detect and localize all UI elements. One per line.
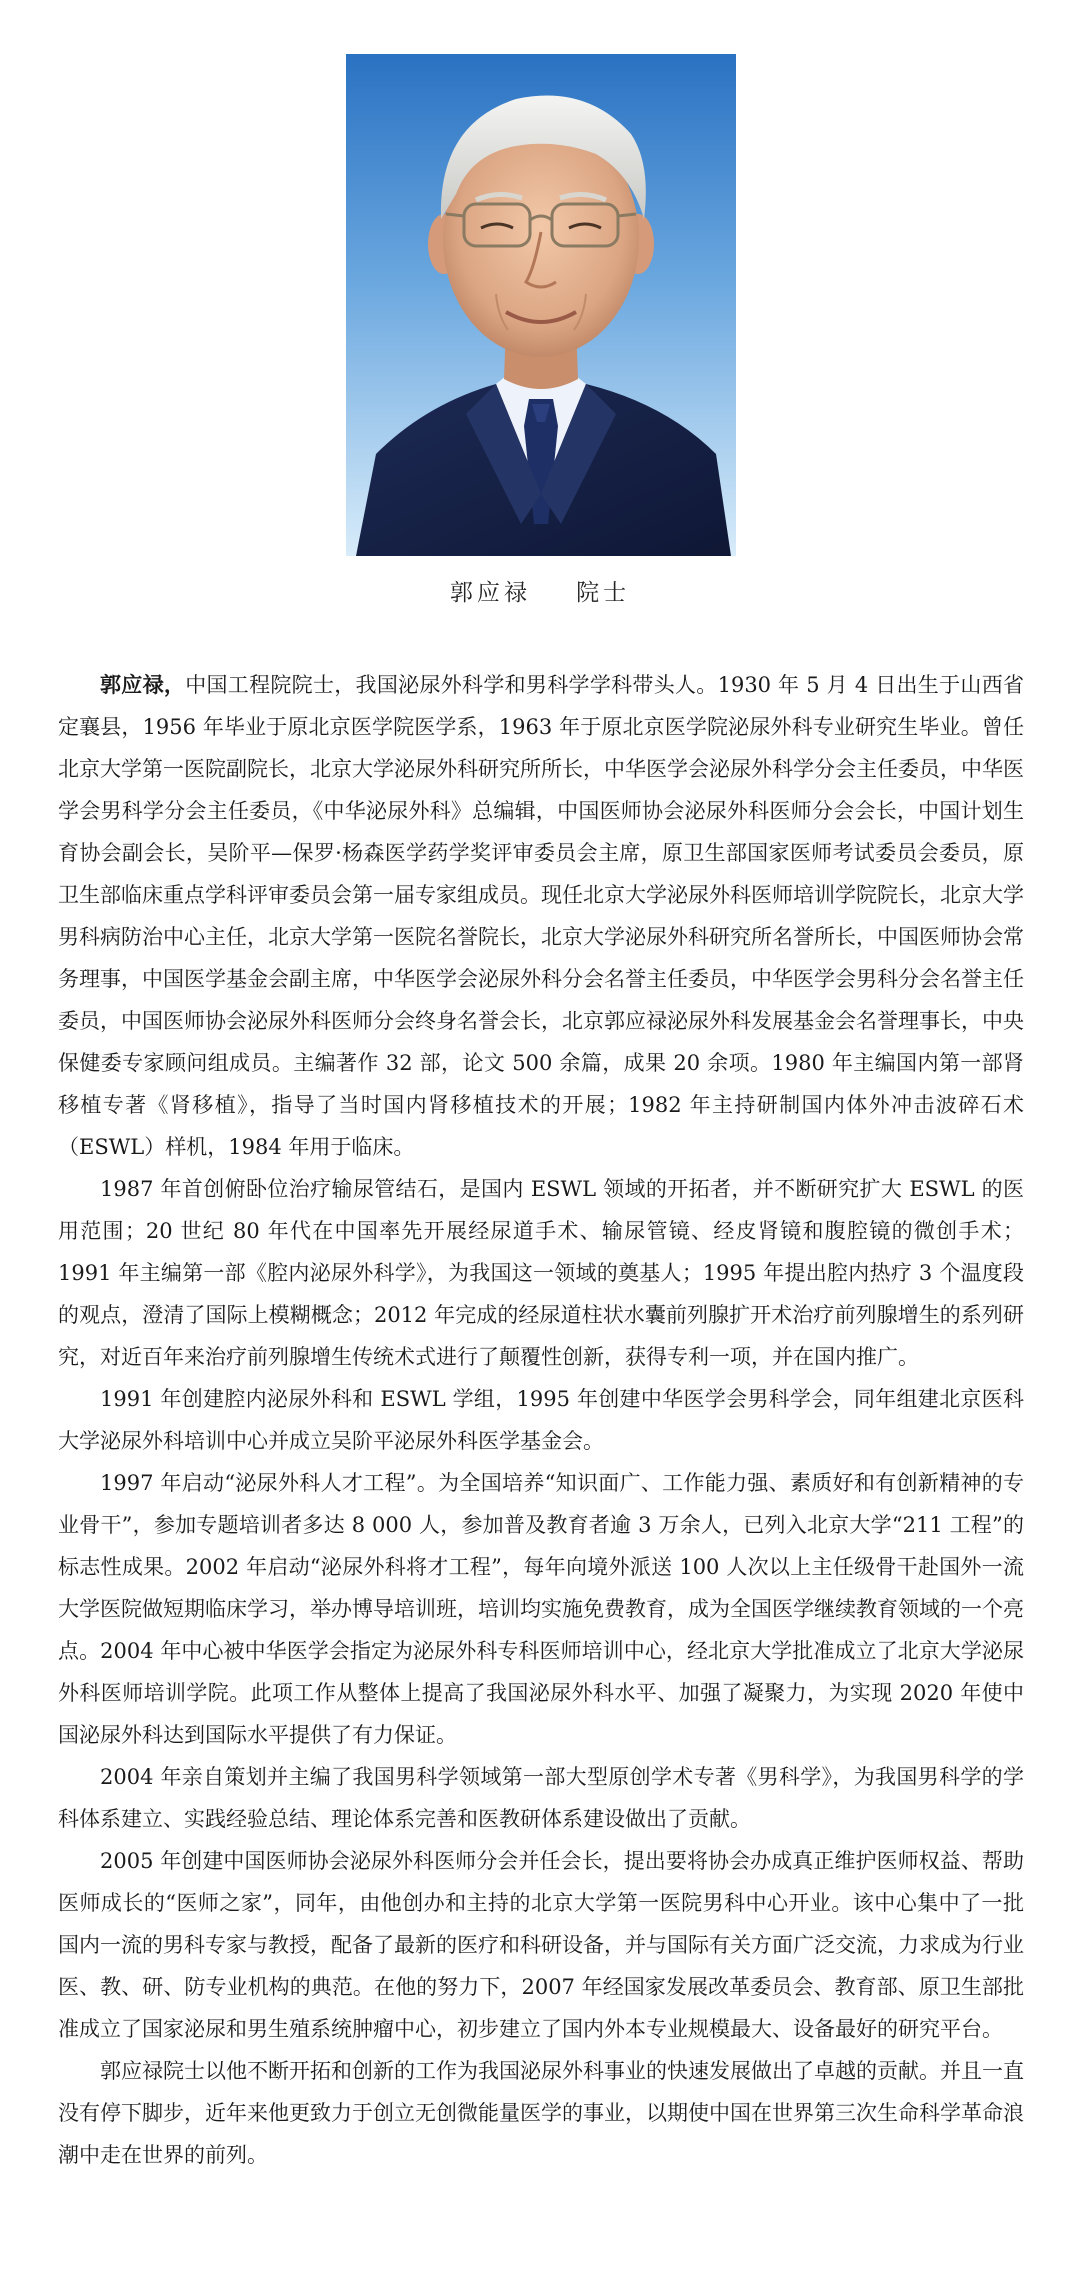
- paragraph-text: 1991 年创建腔内泌尿外科和 ESWL 学组，1995 年创建中华医学会男科学会，同年组建北京医科大学泌尿外科培训中心并成立吴阶平泌尿外科医学基金会。: [58, 1387, 1024, 1453]
- biography-text: [58, 664, 1024, 2176]
- paragraph: [58, 1168, 1024, 1378]
- paragraph: [58, 1378, 1024, 1462]
- paragraph-lead-name: 郭应禄，: [100, 672, 186, 697]
- paragraph-text: 1987 年首创俯卧位治疗输尿管结石，是国内 ESWL 领域的开拓者，并不断研究扩大 ESWL 的医用范围；20 世纪 80 年代在中国率先开展经尿道手术、输尿管镜、经皮肾镜和腹腔镜的微创手术；1991 年主编第一部《腔内泌尿外科学》，为我国这一领域的奠基人；1995 年提出腔内热疗 3 个温度段的观点，澄清了国际上模糊概念；2012 年完成的经尿道柱状水囊前列腺扩开术治疗前列腺增生的系列研究，对近百年来治疗前列腺增生传统术式进行了颠覆性创新，获得专利一项，并在国内推广。: [58, 1177, 1024, 1369]
- paragraph-text: 郭应禄院士以他不断开拓和创新的工作为我国泌尿外科事业的快速发展做出了卓越的贡献。并且一直没有停下脚步，近年来他更致力于创立无创微能量医学的事业，以期使中国在世界第三次生命科学革命浪潮中走在世界的前列。: [58, 2059, 1024, 2167]
- paragraph: [58, 1840, 1024, 2050]
- paragraph-text: 2005 年创建中国医师协会泌尿外科医师分会并任会长，提出要将协会办成真正维护医师权益、帮助医师成长的“医师之家”，同年，由他创办和主持的北京大学第一医院男科中心开业。该中心集中了一批国内一流的男科专家与教授，配备了最新的医疗和科研设备，并与国际有关方面广泛交流，力求成为行业医、教、研、防专业机构的典范。在他的努力下，2007 年经国家发展改革委员会、教育部、原卫生部批准成立了国家泌尿和男生殖系统肿瘤中心，初步建立了国内外本专业规模最大、设备最好的研究平台。: [58, 1849, 1024, 2041]
- caption-name: 郭应禄: [449, 580, 531, 606]
- paragraph-text: 中国工程院院士，我国泌尿外科学和男科学学科带头人。1930 年 5 月 4 日出生于山西省定襄县，1956 年毕业于原北京医学院医学系，1963 年于原北京医学院泌尿外科专业研究生毕业。曾任北京大学第一医院副院长，北京大学泌尿外科研究所所长，中华医学会泌尿外科学分会主任委员，中华医学会男科学分会主任委员，《中华泌尿外科》总编辑，中国医师协会泌尿外科医师分会会长，中国计划生育协会副会长，吴阶平—保罗·杨森医学药学奖评审委员会主席，原卫生部国家医师考试委员会委员，原卫生部临床重点学科评审委员会第一届专家组成员。现任北京大学泌尿外科医师培训学院院长，北京大学男科病防治中心主任，北京大学第一医院名誉院长，北京大学泌尿外科研究所名誉所长，中国医师协会常务理事，中国医学基金会副主席，中华医学会泌尿外科分会名誉主任委员，中华医学会男科分会名誉主任委员，中国医师协会泌尿外科医师分会终身名誉会长，北京郭应禄泌尿外科发展基金会名誉理事长，中央保健委专家顾问组成员。主编著作 32 部，论文 500 余篇，成果 20 余项。1980 年主编国内第一部肾移植专著《肾移植》，指导了当时国内肾移植技术的开展；1982 年主持研制国内体外冲击波碎石术（ESWL）样机，1984 年用于临床。: [58, 673, 1024, 1159]
- paragraph-text: 2004 年亲自策划并主编了我国男科学领域第一部大型原创学术专著《男科学》，为我国男科学的学科体系建立、实践经验总结、理论体系完善和医教研体系建设做出了贡献。: [58, 1765, 1024, 1831]
- paragraph-text: 1997 年启动“泌尿外科人才工程”。为全国培养“知识面广、工作能力强、素质好和有创新精神的专业骨干”，参加专题培训者多达 8 000 人，参加普及教育者逾 3 万余人，已列入北京大学“211 工程”的标志性成果。2002 年启动“泌尿外科将才工程”，每年向境外派送 100 人次以上主任级骨干赴国外一流大学医院做短期临床学习，举办博导培训班，培训均实施免费教育，成为全国医学继续教育领域的一个亮点。2004 年中心被中华医学会指定为泌尿外科专科医师培训中心，经北京大学批准成立了北京大学泌尿外科医师培训学院。此项工作从整体上提高了我国泌尿外科水平、加强了凝聚力，为实现 2020 年使中国泌尿外科达到国际水平提供了有力保证。: [58, 1471, 1024, 1747]
- portrait-photo: [346, 54, 736, 556]
- paragraph: [58, 664, 1024, 1168]
- portrait-caption: [0, 574, 1080, 607]
- paragraph: [58, 2050, 1024, 2176]
- caption-title: 院士: [576, 580, 631, 606]
- paragraph: [58, 1756, 1024, 1840]
- paragraph: [58, 1462, 1024, 1756]
